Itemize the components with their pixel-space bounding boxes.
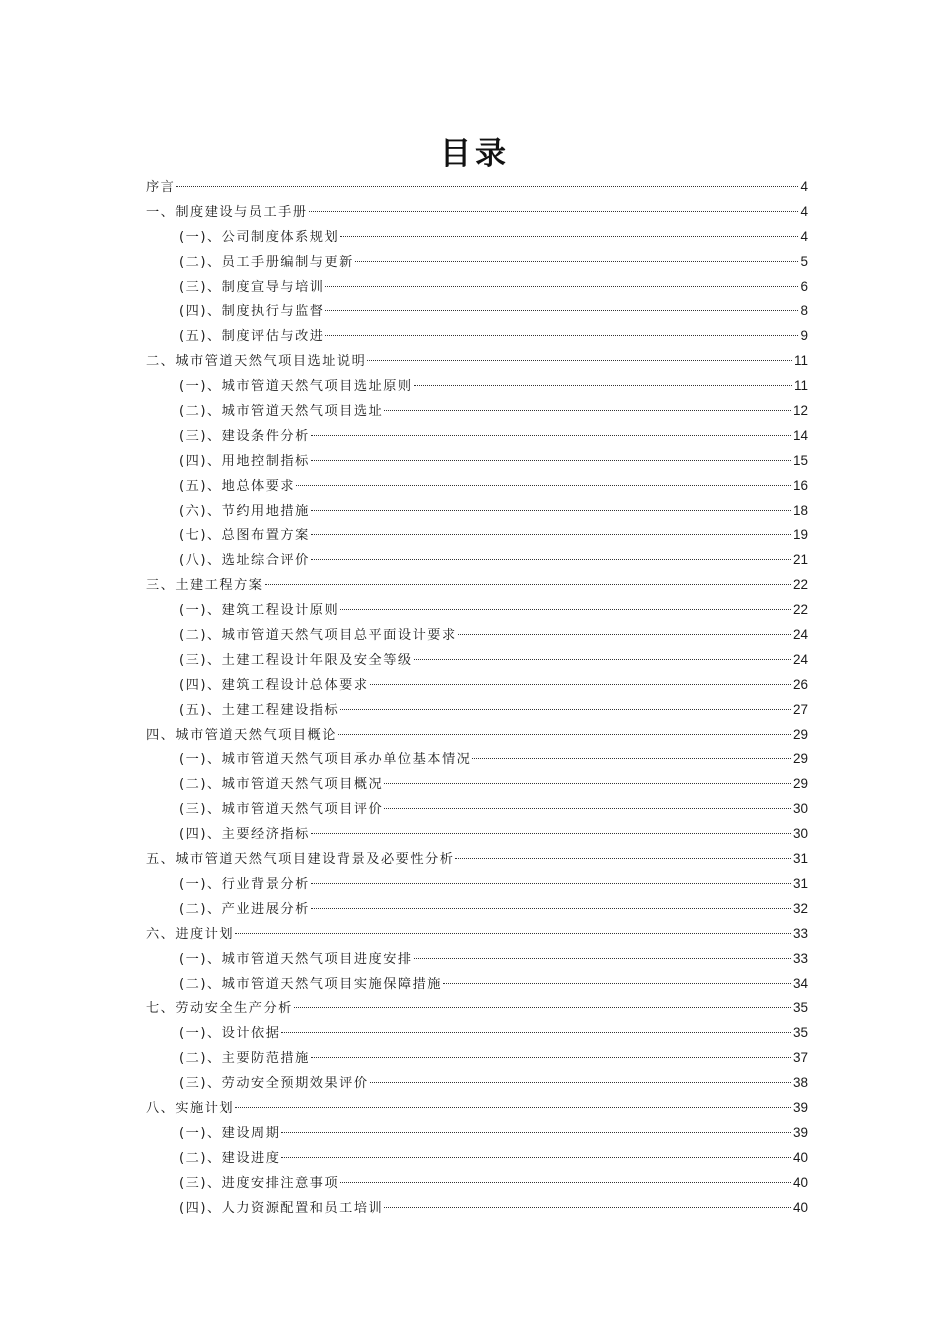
toc-dot-leader [325,335,798,336]
toc-page-number: 12 [792,403,808,419]
toc-entry-text: 八、实施计划 [146,1100,235,1116]
toc-page-number: 11 [793,378,808,394]
toc-dot-leader [235,933,791,934]
toc-entry[interactable] [146,1196,808,1221]
toc-dot-leader [311,883,791,884]
toc-page-number: 29 [792,776,808,792]
toc-entry[interactable] [146,747,808,772]
toc-entry[interactable] [146,1021,808,1046]
toc-page-number: 29 [792,726,808,742]
toc-entry[interactable] [146,499,808,524]
toc-page-number: 31 [792,875,808,891]
toc-page-number: 22 [792,602,808,618]
toc-entry[interactable] [146,200,808,225]
toc-entry-text: 一、制度建设与员工手册 [146,204,308,220]
toc-entry-text: (三)、建设条件分析 [179,428,310,444]
toc-entry-text: (三)、进度安排注意事项 [179,1175,340,1191]
toc-entry[interactable] [146,349,808,374]
toc-entry[interactable] [146,225,808,250]
toc-entry[interactable] [146,723,808,748]
toc-dot-leader [340,709,791,710]
toc-dot-leader [294,1007,791,1008]
toc-page-number: 27 [792,701,808,717]
toc-entry[interactable] [146,1071,808,1096]
toc-entry-text: (一)、建筑工程设计原则 [179,603,340,619]
toc-entry-text: (二)、员工手册编制与更新 [179,254,354,270]
toc-page-number: 21 [792,552,808,568]
toc-page-number: 34 [792,975,808,991]
toc-entry[interactable] [146,897,808,922]
toc-entry[interactable] [146,847,808,872]
toc-dot-leader [311,510,791,511]
toc-dot-leader [311,460,791,461]
toc-entry-text: (一)、设计依据 [179,1026,281,1042]
toc-page-number: 39 [792,1124,808,1140]
toc-entry-text: (六)、节约用地措施 [179,503,310,519]
toc-entry-text: (二)、产业进展分析 [179,901,310,917]
toc-page-number: 30 [792,801,808,817]
toc-entry-text: (四)、主要经济指标 [179,827,310,843]
toc-entry-text: (一)、城市管道天然气项目选址原则 [179,379,413,395]
toc-entry-text: (四)、建筑工程设计总体要求 [179,677,369,693]
toc-entry[interactable] [146,474,808,499]
toc-entry[interactable] [146,1096,808,1121]
toc-dot-leader [311,1057,791,1058]
toc-entry[interactable] [146,972,808,997]
toc-dot-leader [384,410,791,411]
toc-entry[interactable] [146,175,808,200]
toc-entry-text: (二)、城市管道天然气项目实施保障措施 [179,976,442,992]
toc-entry[interactable] [146,922,808,947]
toc-dot-leader [367,360,792,361]
toc-entry[interactable] [146,797,808,822]
toc-dot-leader [340,1182,791,1183]
toc-page-number: 16 [792,477,808,493]
toc-entry-text: (一)、行业背景分析 [179,876,310,892]
toc-page-number: 19 [792,527,808,543]
toc-entry-text: (五)、土建工程建设指标 [179,702,340,718]
toc-entry[interactable] [146,872,808,897]
toc-dot-leader [311,559,791,560]
toc-page-number: 15 [792,452,808,468]
toc-page-number: 6 [800,278,808,294]
toc-dot-leader [414,958,791,959]
toc-entry-text: (二)、建设进度 [179,1150,281,1166]
toc-dot-leader [384,1207,791,1208]
toc-dot-leader [235,1107,791,1108]
toc-page-number: 11 [793,353,808,369]
toc-page-number: 40 [792,1149,808,1165]
toc-dot-leader [281,1157,791,1158]
toc-entry[interactable] [146,1121,808,1146]
toc-dot-leader [458,634,791,635]
toc-page-number: 4 [800,203,808,219]
toc-page-number: 14 [792,427,808,443]
toc-page-number: 29 [792,751,808,767]
toc-entry-text: (八)、选址综合评价 [179,553,310,569]
toc-entry-text: (一)、城市管道天然气项目进度安排 [179,951,413,967]
toc-entry-text: (二)、城市管道天然气项目总平面设计要求 [179,628,457,644]
toc-entry-text: (五)、制度评估与改进 [179,329,325,345]
toc-entry[interactable] [146,324,808,349]
toc-entry-text: 三、土建工程方案 [146,578,264,594]
toc-dot-leader [455,858,791,859]
toc-entry[interactable] [146,648,808,673]
toc-entry[interactable] [146,573,808,598]
toc-dot-leader [311,435,791,436]
toc-entry-text: (一)、公司制度体系规划 [179,229,340,245]
toc-page-number: 35 [792,1000,808,1016]
toc-page-number: 35 [792,1025,808,1041]
toc-entry-text: (四)、人力资源配置和员工培训 [179,1200,384,1216]
toc-dot-leader [414,659,791,660]
toc-dot-leader [370,684,791,685]
toc-page-number: 31 [792,851,808,867]
toc-entry-text: (四)、用地控制指标 [179,453,310,469]
toc-dot-leader [311,908,791,909]
toc-entry-text: (二)、主要防范措施 [179,1051,310,1067]
toc-page-number: 22 [792,577,808,593]
toc-entry-text: 六、进度计划 [146,926,235,942]
toc-page-number: 9 [800,328,808,344]
toc-page-number: 24 [792,651,808,667]
toc-entry-text: (二)、城市管道天然气项目选址 [179,404,384,420]
toc-dot-leader [311,833,791,834]
toc-entry-text: (二)、城市管道天然气项目概况 [179,777,384,793]
toc-title: 目录 [440,136,510,172]
toc-entry-text: 七、劳动安全生产分析 [146,1001,293,1017]
toc-dot-leader [296,485,791,486]
toc-entry[interactable] [146,623,808,648]
toc-entry-text: (五)、地总体要求 [179,478,296,494]
toc-entry[interactable] [146,374,808,399]
toc-entry[interactable] [146,947,808,972]
toc-entry-text: (一)、城市管道天然气项目承办单位基本情况 [179,752,472,768]
toc-dot-leader [338,734,791,735]
toc-entry-text: 四、城市管道天然气项目概论 [146,727,337,743]
toc-entry-text: (四)、制度执行与监督 [179,304,325,320]
toc-list [146,175,808,1220]
toc-dot-leader [443,983,791,984]
toc-dot-leader [472,758,791,759]
toc-dot-leader [311,534,791,535]
toc-page-number: 33 [792,950,808,966]
toc-dot-leader [281,1032,791,1033]
toc-entry-text: (三)、制度宣导与培训 [179,279,325,295]
toc-page-number: 30 [792,826,808,842]
toc-dot-leader [281,1132,791,1133]
toc-entry[interactable] [146,1171,808,1196]
toc-dot-leader [325,310,798,311]
toc-dot-leader [414,385,792,386]
toc-page-number: 33 [792,925,808,941]
toc-page-number: 37 [792,1050,808,1066]
toc-entry-text: (一)、建设周期 [179,1125,281,1141]
toc-page-number: 38 [792,1075,808,1091]
toc-entry[interactable] [146,1046,808,1071]
toc-entry[interactable] [146,996,808,1021]
toc-dot-leader [340,236,798,237]
toc-dot-leader [265,584,791,585]
toc-dot-leader [370,1082,791,1083]
toc-entry[interactable] [146,673,808,698]
toc-page-number: 26 [792,676,808,692]
toc-entry[interactable] [146,1146,808,1171]
toc-entry[interactable] [146,449,808,474]
toc-dot-leader [340,609,791,610]
toc-entry[interactable] [146,598,808,623]
toc-page-number: 32 [792,900,808,916]
toc-entry-text: 序言 [146,180,176,195]
toc-entry[interactable] [146,250,808,275]
toc-entry[interactable] [146,299,808,324]
toc-page-number: 4 [800,228,808,244]
toc-entry[interactable] [146,275,808,300]
toc-page-number: 39 [792,1099,808,1115]
toc-page-number: 40 [792,1174,808,1190]
toc-entry-text: (七)、总图布置方案 [179,528,310,544]
toc-dot-leader [325,286,798,287]
toc-page-number: 8 [800,303,808,319]
toc-dot-leader [384,808,791,809]
toc-entry[interactable] [146,399,808,424]
toc-dot-leader [309,211,799,212]
toc-entry-text: (三)、土建工程设计年限及安全等级 [179,652,413,668]
toc-entry[interactable] [146,548,808,573]
toc-entry[interactable] [146,424,808,449]
toc-page-number: 5 [800,253,808,269]
toc-page-number: 18 [792,502,808,518]
toc-entry[interactable] [146,698,808,723]
toc-dot-leader [355,261,799,262]
toc-page-number: 40 [792,1199,808,1215]
toc-entry[interactable] [146,523,808,548]
toc-entry[interactable] [146,772,808,797]
toc-page-number: 24 [792,627,808,643]
toc-entry[interactable] [146,822,808,847]
toc-entry-text: (三)、劳动安全预期效果评价 [179,1076,369,1092]
toc-dot-leader [384,783,791,784]
toc-page-number: 4 [800,179,808,194]
toc-entry-text: 五、城市管道天然气项目建设背景及必要性分析 [146,852,455,868]
toc-entry-text: (三)、城市管道天然气项目评价 [179,802,384,818]
toc-dot-leader [176,186,798,187]
toc-entry-text: 二、城市管道天然气项目选址说明 [146,354,367,370]
